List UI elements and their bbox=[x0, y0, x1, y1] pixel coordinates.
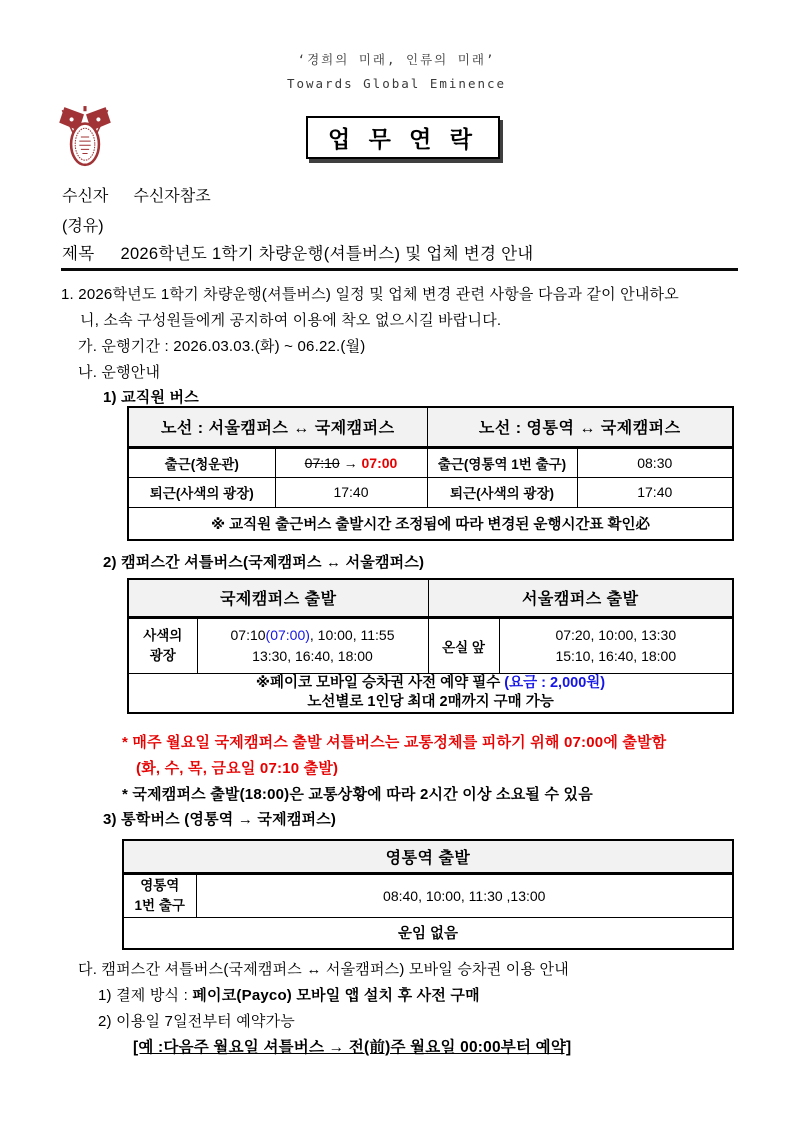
route-header-seoul-intl: 노선 : 서울캠퍼스 ↔ 국제캠퍼스 bbox=[128, 407, 427, 447]
arrow-glyph: → bbox=[343, 454, 358, 471]
subject-value: 2026학년도 1학기 차량운행(셔틀버스) 및 업체 변경 안내 bbox=[120, 245, 534, 263]
section-heading-commuter-bus: 3) 통학버스 (영통역 → 국제캠퍼스) bbox=[103, 811, 337, 828]
intro-paragraph-line2: 니, 소속 구성원들에게 공지하여 이용에 착오 없으시길 바랍니다. bbox=[80, 312, 502, 329]
university-slogan-english: Towards Global Eminence bbox=[286, 76, 507, 91]
commuter-bus-schedule-table bbox=[122, 839, 734, 950]
fare-free-note: 운임 없음 bbox=[123, 917, 733, 949]
monday-early-time: (07:00) bbox=[265, 626, 310, 643]
campus-shuttle-schedule-table bbox=[127, 578, 734, 714]
commute-time-changed bbox=[275, 447, 427, 477]
section-heading-staff-bus: 1) 교직원 버스 bbox=[103, 389, 199, 406]
staff-bus-schedule-table bbox=[127, 406, 734, 541]
yeongtong-departure-times: 08:40, 10:00, 11:30 ,13:00 bbox=[196, 873, 733, 917]
commute-time-right: 08:30 bbox=[577, 447, 733, 477]
emblem-icon bbox=[58, 104, 112, 170]
university-emblem-logo bbox=[58, 104, 112, 170]
table-header-row bbox=[128, 579, 733, 617]
recipient-line bbox=[62, 183, 211, 206]
leave-row bbox=[128, 477, 733, 507]
operation-guide-line: 나. 운행안내 bbox=[78, 364, 161, 381]
booking-example-line: [예 :다음주 월요일 셔틀버스 → 전(前)주 월요일 00:00부터 예약] bbox=[133, 1039, 572, 1056]
payment-method-bold: 페이코(Payco) 모바일 앱 설치 후 사전 구매 bbox=[192, 987, 480, 1004]
table-footer-row bbox=[128, 673, 733, 713]
depart-header-seoul: 서울캠퍼스 출발 bbox=[428, 579, 733, 617]
intl-departure-times: 07:10(07:00), 10:00, 11:55 13:30, 16:40, 18:00 bbox=[197, 617, 428, 673]
commuter-times-row bbox=[123, 873, 733, 917]
leave-stop-left: 퇴근(사색의 광장) bbox=[128, 477, 275, 507]
intl-stop-name: 사색의 광장 bbox=[128, 617, 197, 673]
seoul-stop-name: 온실 앞 bbox=[428, 617, 499, 673]
booking-window-line: 2) 이용일 7일전부터 예약가능 bbox=[98, 1013, 295, 1030]
fare-note: (요금 : 2,000원) bbox=[504, 674, 606, 691]
table-footer-row bbox=[123, 917, 733, 949]
university-slogan-korean: ‘경희의 미래, 인류의 미래’ bbox=[297, 52, 496, 67]
yeongtong-stop-name: 영통역 1번 출구 bbox=[123, 873, 196, 917]
document-type-label: 업 무 연 락 bbox=[327, 126, 479, 152]
subject-line bbox=[62, 240, 534, 264]
table-header-row bbox=[123, 840, 733, 873]
monday-departure-note-line2: (화, 수, 목, 금요일 07:10 출발) bbox=[136, 760, 339, 777]
leave-time-left: 17:40 bbox=[275, 477, 427, 507]
operation-period-line: 가. 운행기간 : 2026.03.03.(화) ~ 06.22.(월) bbox=[78, 338, 366, 355]
leave-time-right: 17:40 bbox=[577, 477, 733, 507]
monday-departure-note-line1: * 매주 월요일 국제캠퍼스 출발 셔틀버스는 교통정체를 피하기 위해 07:00에 출발함 bbox=[122, 734, 667, 751]
old-departure-time: 07:10 bbox=[304, 454, 340, 471]
payment-method-line: 1) 결제 방식 : 페이코(Payco) 모바일 앱 설치 후 사전 구매 bbox=[98, 987, 480, 1004]
staff-bus-notice: ※ 교직원 출근버스 출발시간 조정됨에 따라 변경된 운행시간표 확인必 bbox=[128, 507, 733, 540]
seoul-departure-times: 07:20, 10:00, 13:30 15:10, 16:40, 18:00 bbox=[499, 617, 733, 673]
payco-reservation-note: ※페이코 모바일 승차권 사전 예약 필수 bbox=[255, 674, 505, 691]
shuttle-ticket-notice bbox=[128, 673, 733, 713]
commute-row bbox=[128, 447, 733, 477]
intro-paragraph-line1: 1. 2026학년도 1학기 차량운행(셔틀버스) 일정 및 업체 변경 관련 사항을 다음과 같이 안내하오 bbox=[61, 286, 679, 303]
shuttle-times-row bbox=[128, 617, 733, 673]
mobile-ticket-heading: 다. 캠퍼스간 셔틀버스(국제캠퍼스 ↔ 서울캠퍼스) 모바일 승차권 이용 안내 bbox=[78, 961, 569, 978]
traffic-delay-note: * 국제캠퍼스 출발(18:00)은 교통상황에 따라 2시간 이상 소요될 수 있음 bbox=[122, 786, 593, 803]
recipient-value: 수신자참조 bbox=[133, 188, 211, 205]
subject-label: 제목 bbox=[62, 245, 95, 263]
subject-divider-rule bbox=[61, 268, 738, 271]
recipient-label: 수신자 bbox=[62, 188, 109, 205]
depart-header-intl: 국제캠퍼스 출발 bbox=[128, 579, 428, 617]
document-type-box bbox=[306, 116, 500, 159]
table-footer-row bbox=[128, 507, 733, 540]
section-heading-campus-shuttle: 2) 캠퍼스간 셔틀버스(국제캠퍼스 ↔ 서울캠퍼스) bbox=[103, 554, 425, 571]
purchase-limit-note: 노선별로 1인당 최대 2매까지 구매 가능 bbox=[307, 693, 554, 710]
table-header-row bbox=[128, 407, 733, 447]
yeongtong-depart-header: 영통역 출발 bbox=[123, 840, 733, 873]
new-departure-time: 07:00 bbox=[361, 454, 398, 471]
leave-stop-right: 퇴근(사색의 광장) bbox=[427, 477, 577, 507]
via-line: (경유) bbox=[62, 218, 104, 235]
commute-stop-left: 출근(청운관) bbox=[128, 447, 275, 477]
route-header-yeongtong-intl: 노선 : 영통역 ↔ 국제캠퍼스 bbox=[427, 407, 733, 447]
commute-stop-right: 출근(영통역 1번 출구) bbox=[427, 447, 577, 477]
